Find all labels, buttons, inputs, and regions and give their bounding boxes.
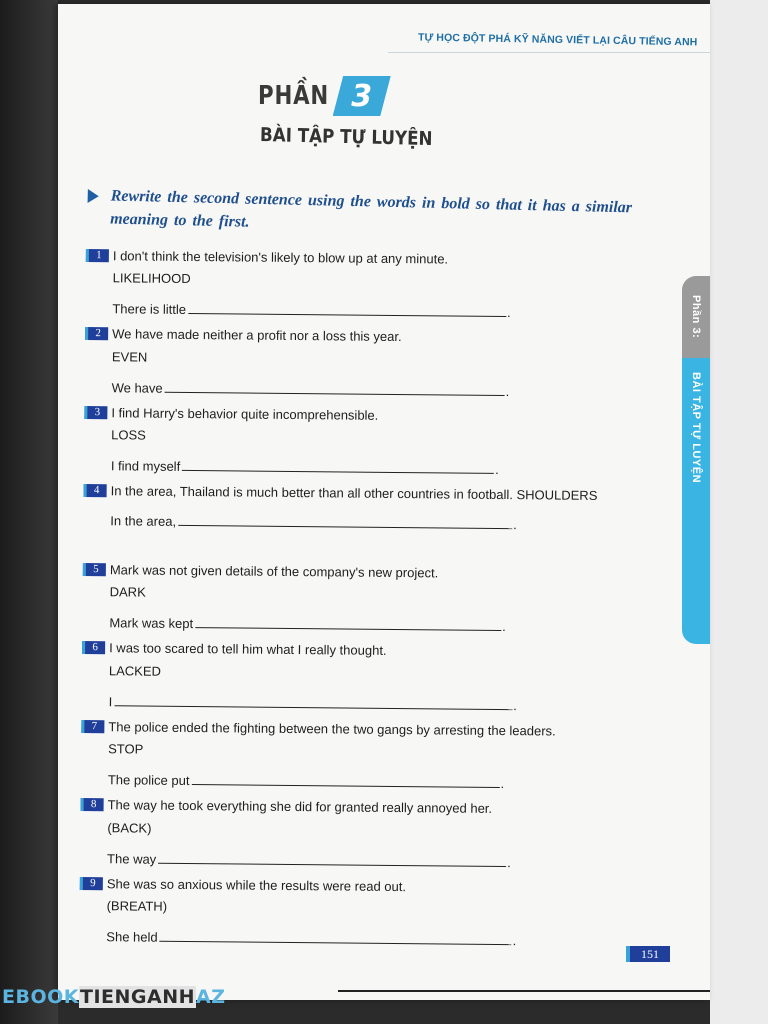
- exercise-answer-line: [106, 918, 639, 949]
- exercise-item: [84, 401, 645, 485]
- answer-period: .: [505, 383, 510, 399]
- exercise-sentence: We have made neither a profit nor a loss this year.: [112, 326, 402, 345]
- answer-period: .: [502, 619, 506, 635]
- exercise-sentence: I find Harry's behavior quite incomprehensible.: [111, 404, 379, 423]
- exercise-item: [81, 636, 642, 720]
- exercise-keyword: (BACK): [107, 819, 152, 836]
- answer-blank-field[interactable]: [195, 626, 501, 631]
- section-heading: [258, 76, 391, 116]
- exercise-keyword: (BREATH): [106, 898, 168, 914]
- answer-period: .: [513, 697, 517, 713]
- exercise-number: 7: [81, 719, 104, 732]
- exercise-answer-line: [109, 683, 642, 714]
- background-right: [710, 0, 768, 1024]
- section-number-badge: [333, 76, 391, 116]
- exercise-answer-line: [111, 447, 644, 478]
- exercise-item: [83, 479, 644, 563]
- exercise-answer-line: [109, 604, 642, 635]
- exercise-item: [82, 558, 643, 642]
- answer-period: .: [507, 854, 511, 870]
- exercise-answer-start: She held: [106, 929, 158, 945]
- answer-period: .: [513, 516, 517, 532]
- answer-blank-field[interactable]: [114, 704, 512, 710]
- answer-blank-field[interactable]: [158, 861, 506, 866]
- exercise-keyword: DARK: [109, 584, 146, 600]
- exercise-answer-line: [110, 502, 643, 533]
- exercise-number: 2: [85, 327, 108, 340]
- exercise-sentence: Mark was not given details of the company's new project.: [109, 561, 439, 580]
- exercise-item: [80, 793, 641, 877]
- side-tab: [682, 276, 710, 644]
- exercise-answer-start: I find myself: [110, 458, 181, 474]
- instruction-text: Rewrite the second sentence using the words in bold so that it has a similar meaning to the first.: [110, 187, 633, 231]
- exercise-answer-start: In the area,: [110, 512, 177, 529]
- exercise-keyword: EVEN: [111, 348, 148, 365]
- exercise-answer-start: The police put: [107, 772, 190, 789]
- exercise-sentence: The police ended the fighting between the two gangs by arresting the leaders.: [108, 718, 556, 739]
- exercise-keyword: LACKED: [108, 662, 162, 679]
- background-left: [0, 0, 58, 1024]
- side-tab-bottom-label: BÀI TẬP TỰ LUYỆN: [690, 372, 702, 484]
- exercise-answer-line: [112, 369, 645, 400]
- watermark-part1: EBOOK: [2, 986, 79, 1008]
- side-tab-top-label: Phần 3:: [690, 295, 702, 339]
- answer-period: .: [500, 776, 505, 792]
- exercise-number: 3: [84, 405, 107, 418]
- answer-period: .: [506, 305, 511, 321]
- page-number: 151: [626, 946, 670, 962]
- exercise-sentence: In the area, Thailand is much better than all other countries in football. SHOULDERS: [110, 483, 598, 503]
- exercise-number: 9: [80, 876, 103, 889]
- answer-blank-field[interactable]: [188, 312, 506, 317]
- exercise-list: [79, 244, 646, 956]
- answer-blank-field[interactable]: [165, 390, 505, 395]
- answer-blank-field[interactable]: [182, 469, 494, 474]
- exercise-answer-line: [108, 761, 641, 792]
- exercise-answer-start: Mark was kept: [109, 615, 194, 632]
- exercise-answer-line: [112, 290, 645, 321]
- exercise-answer-line: [107, 840, 640, 871]
- answer-period: .: [512, 933, 517, 949]
- answer-blank-field[interactable]: [178, 523, 512, 528]
- exercise-number: 8: [81, 798, 104, 811]
- section-subtitle: BÀI TẬP TỰ LUYỆN: [259, 124, 433, 151]
- exercise-item: [81, 715, 642, 799]
- exercise-keyword: LIKELIHOOD: [112, 270, 191, 287]
- triangle-bullet-icon: [88, 189, 99, 203]
- book-page: [58, 4, 710, 1000]
- watermark: [2, 986, 226, 1008]
- answer-blank-field[interactable]: [191, 783, 499, 788]
- exercise-answer-start: There is little: [112, 301, 187, 317]
- exercise-number: 5: [83, 562, 106, 575]
- footer-rule: [338, 990, 710, 992]
- exercise-number: 1: [86, 248, 109, 261]
- section-label: PHẦN: [258, 81, 330, 111]
- running-header: TỰ HỌC ĐỘT PHÁ KỸ NĂNG VIẾT LẠI CÂU TIẾNG ANH: [417, 31, 698, 49]
- section-number: 3: [351, 78, 373, 114]
- answer-period: .: [495, 461, 499, 477]
- exercise-sentence: The way he took everything she did for granted really annoyed her.: [107, 797, 493, 816]
- exercise-keyword: STOP: [108, 741, 144, 757]
- exercise-item: [84, 322, 645, 406]
- exercise-answer-start: The way: [107, 850, 157, 867]
- watermark-part3: AZ: [196, 986, 226, 1008]
- watermark-part2: TIENGANH: [80, 986, 196, 1008]
- exercise-item: [85, 244, 646, 328]
- exercise-answer-start: I: [108, 693, 113, 709]
- instruction: [87, 184, 688, 244]
- exercise-sentence: She was so anxious while the results were read out.: [106, 875, 407, 894]
- exercise-sentence: I don't think the television's likely to blow up at any minute.: [112, 247, 449, 266]
- exercise-sentence: I was too scared to tell him what I really thought.: [109, 640, 387, 658]
- exercise-item: [79, 872, 640, 956]
- exercise-number: 6: [82, 641, 105, 654]
- header-rule: [388, 52, 710, 53]
- exercise-answer-start: We have: [111, 379, 163, 396]
- answer-blank-field[interactable]: [160, 940, 512, 945]
- exercise-keyword: LOSS: [111, 427, 146, 443]
- exercise-number: 4: [84, 484, 107, 497]
